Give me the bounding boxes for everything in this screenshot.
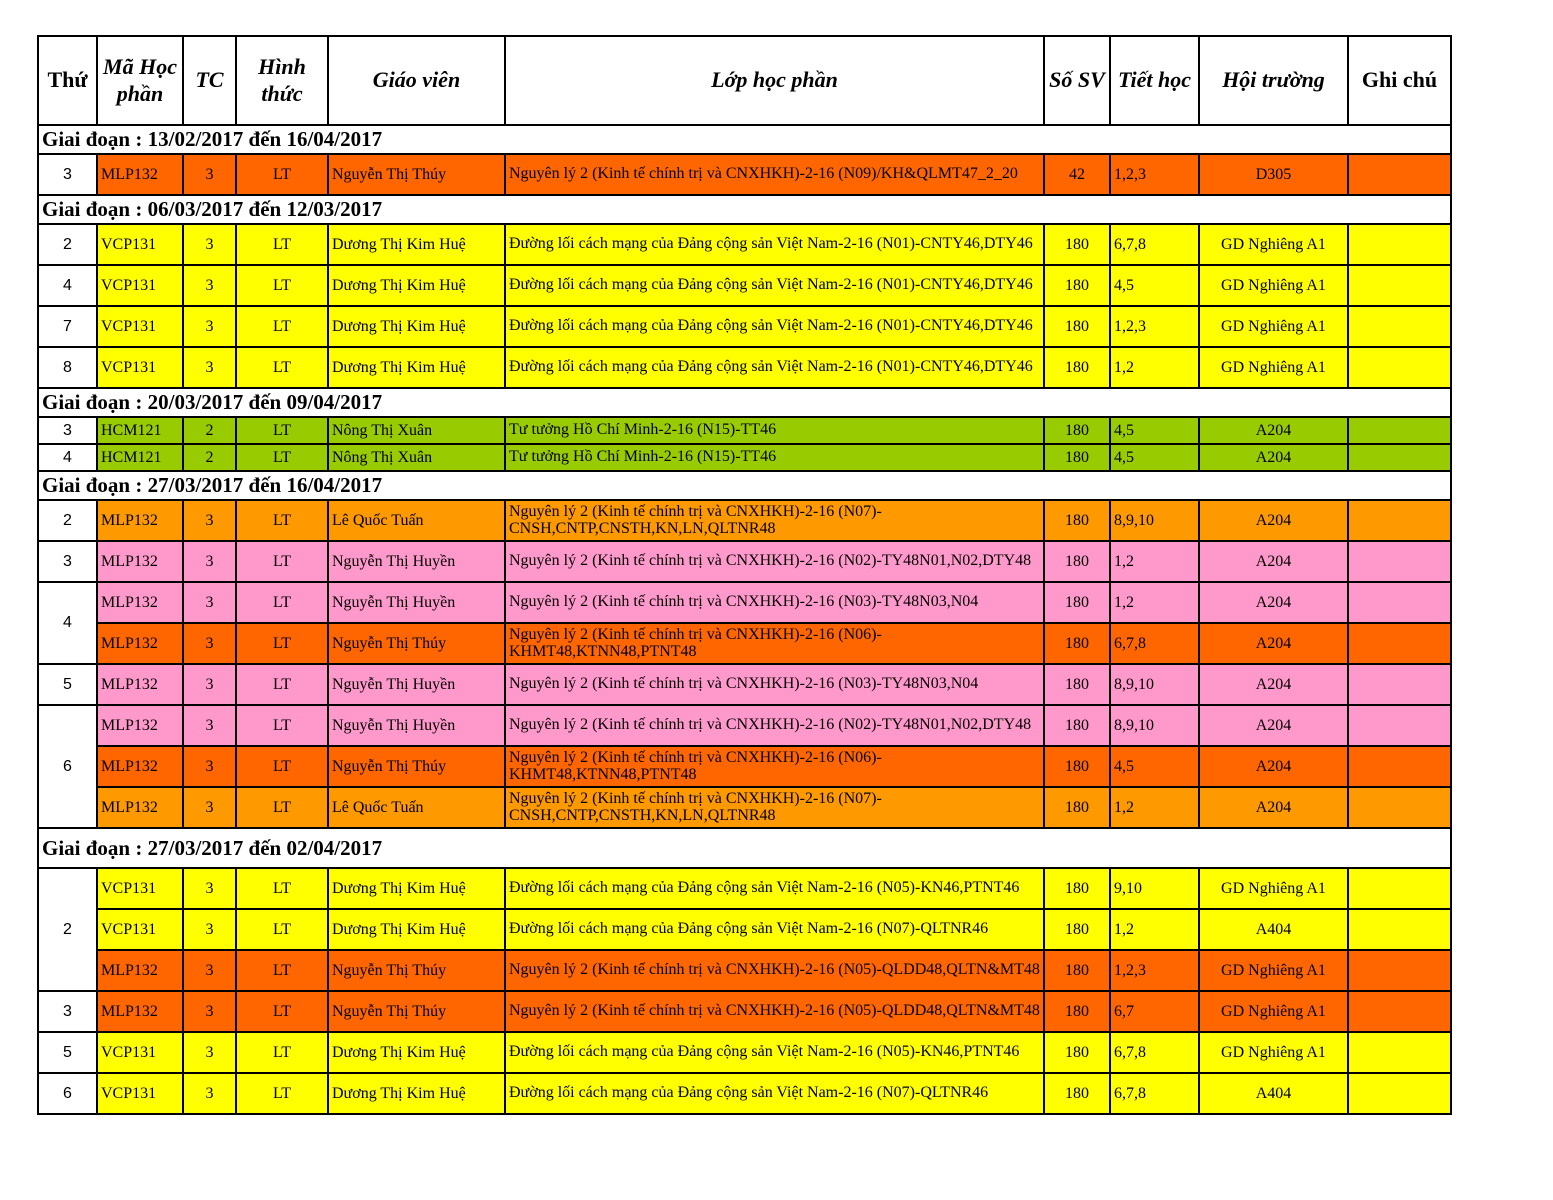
form-cell: LT [236,909,328,950]
class-cell: Đường lối cách mạng của Đảng cộng sản Việt Nam-2-16 (N07)-QLTNR46 [505,909,1044,950]
teacher-cell: Nguyễn Thị Thúy [328,154,505,195]
day-cell: 4 [38,582,97,664]
course-code-cell: MLP132 [97,582,183,623]
teacher-cell: Nguyễn Thị Thúy [328,746,505,787]
period-cell: 1,2 [1110,582,1199,623]
day-cell: 3 [38,541,97,582]
course-code-cell: MLP132 [97,787,183,828]
note-cell [1348,500,1451,541]
course-code-cell: VCP131 [97,909,183,950]
form-cell: LT [236,1032,328,1073]
credits-cell: 3 [183,787,236,828]
class-cell: Nguyên lý 2 (Kinh tế chính trị và CNXHKH)-2-16 (N07)-CNSH,CNTP,CNSTH,KN,LN,QLTNR48 [505,787,1044,828]
day-cell: 5 [38,664,97,705]
teacher-cell: Dương Thị Kim Huệ [328,306,505,347]
credits-cell: 3 [183,1032,236,1073]
col-hinh-thuc: Hình thức [236,36,328,125]
teacher-cell: Nguyễn Thị Huyền [328,541,505,582]
col-ghi-chu: Ghi chú [1348,36,1451,125]
table-row [38,950,1451,991]
students-cell: 180 [1044,444,1110,471]
col-so-sv: Số SV [1044,36,1110,125]
teacher-cell: Dương Thị Kim Huệ [328,347,505,388]
class-cell: Nguyên lý 2 (Kinh tế chính trị và CNXHKH)-2-16 (N05)-QLDD48,QLTN&MT48 [505,991,1044,1032]
students-cell: 180 [1044,347,1110,388]
col-tiet-hoc: Tiết học [1110,36,1199,125]
credits-cell: 3 [183,154,236,195]
class-cell: Đường lối cách mạng của Đảng cộng sản Việt Nam-2-16 (N05)-KN46,PTNT46 [505,868,1044,909]
students-cell: 180 [1044,1073,1110,1114]
note-cell [1348,265,1451,306]
course-code-cell: VCP131 [97,224,183,265]
note-cell [1348,582,1451,623]
course-code-cell: MLP132 [97,705,183,746]
hall-cell: GD Nghiêng A1 [1199,347,1348,388]
course-code-cell: MLP132 [97,664,183,705]
table-row [38,909,1451,950]
table-row [38,746,1451,787]
hall-cell: GD Nghiêng A1 [1199,265,1348,306]
class-cell: Nguyên lý 2 (Kinh tế chính trị và CNXHKH)-2-16 (N06)-KHMT48,KTNN48,PTNT48 [505,623,1044,664]
class-cell: Đường lối cách mạng của Đảng cộng sản Việt Nam-2-16 (N07)-QLTNR46 [505,1073,1044,1114]
teacher-cell: Dương Thị Kim Huệ [328,224,505,265]
table-row [38,787,1451,828]
form-cell: LT [236,746,328,787]
course-code-cell: MLP132 [97,500,183,541]
col-thu: Thứ [38,36,97,125]
note-cell [1348,154,1451,195]
credits-cell: 3 [183,664,236,705]
teacher-cell: Nông Thị Xuân [328,417,505,444]
stage-label: Giai đoạn : 27/03/2017 đến 02/04/2017 [38,828,1451,868]
hall-cell: GD Nghiêng A1 [1199,991,1348,1032]
day-cell: 2 [38,500,97,541]
class-cell: Nguyên lý 2 (Kinh tế chính trị và CNXHKH)-2-16 (N07)-CNSH,CNTP,CNSTH,KN,LN,QLTNR48 [505,500,1044,541]
form-cell: LT [236,623,328,664]
table-row [38,541,1451,582]
period-cell: 1,2 [1110,787,1199,828]
period-cell: 8,9,10 [1110,664,1199,705]
note-cell [1348,950,1451,991]
period-cell: 1,2,3 [1110,154,1199,195]
hall-cell: A404 [1199,909,1348,950]
stage-row [38,828,1451,868]
hall-cell: A204 [1199,417,1348,444]
period-cell: 8,9,10 [1110,500,1199,541]
teacher-cell: Dương Thị Kim Huệ [328,909,505,950]
stage-row [38,125,1451,154]
col-ma-hoc-phan: Mã Học phần [97,36,183,125]
class-cell: Đường lối cách mạng của Đảng cộng sản Việt Nam-2-16 (N01)-CNTY46,DTY46 [505,306,1044,347]
course-code-cell: VCP131 [97,265,183,306]
note-cell [1348,1032,1451,1073]
form-cell: LT [236,224,328,265]
header-row [38,36,1451,125]
class-cell: Nguyên lý 2 (Kinh tế chính trị và CNXHKH)-2-16 (N06)-KHMT48,KTNN48,PTNT48 [505,746,1044,787]
students-cell: 180 [1044,306,1110,347]
table-row [38,265,1451,306]
period-cell: 8,9,10 [1110,705,1199,746]
col-lop-hoc-phan: Lớp học phần [505,36,1044,125]
day-cell: 3 [38,154,97,195]
note-cell [1348,444,1451,471]
class-cell: Nguyên lý 2 (Kinh tế chính trị và CNXHKH)-2-16 (N03)-TY48N03,N04 [505,582,1044,623]
credits-cell: 3 [183,347,236,388]
students-cell: 180 [1044,623,1110,664]
hall-cell: A204 [1199,664,1348,705]
students-cell: 180 [1044,950,1110,991]
hall-cell: GD Nghiêng A1 [1199,868,1348,909]
class-cell: Đường lối cách mạng của Đảng cộng sản Việt Nam-2-16 (N01)-CNTY46,DTY46 [505,347,1044,388]
teacher-cell: Dương Thị Kim Huệ [328,265,505,306]
form-cell: LT [236,664,328,705]
period-cell: 6,7,8 [1110,1073,1199,1114]
note-cell [1348,306,1451,347]
credits-cell: 3 [183,950,236,991]
note-cell [1348,347,1451,388]
students-cell: 180 [1044,541,1110,582]
form-cell: LT [236,868,328,909]
stage-row [38,388,1451,417]
course-code-cell: VCP131 [97,1032,183,1073]
course-code-cell: VCP131 [97,1073,183,1114]
teacher-cell: Dương Thị Kim Huệ [328,1073,505,1114]
table-row [38,868,1451,909]
credits-cell: 2 [183,417,236,444]
credits-cell: 3 [183,224,236,265]
students-cell: 180 [1044,265,1110,306]
period-cell: 9,10 [1110,868,1199,909]
credits-cell: 3 [183,265,236,306]
students-cell: 180 [1044,664,1110,705]
day-cell: 2 [38,868,97,991]
hall-cell: A204 [1199,582,1348,623]
hall-cell: A204 [1199,541,1348,582]
form-cell: LT [236,444,328,471]
day-cell: 2 [38,224,97,265]
class-cell: Đường lối cách mạng của Đảng cộng sản Việt Nam-2-16 (N05)-KN46,PTNT46 [505,1032,1044,1073]
credits-cell: 3 [183,868,236,909]
form-cell: LT [236,991,328,1032]
form-cell: LT [236,265,328,306]
form-cell: LT [236,705,328,746]
col-hoi-truong: Hội trường [1199,36,1348,125]
form-cell: LT [236,417,328,444]
form-cell: LT [236,154,328,195]
hall-cell: A204 [1199,746,1348,787]
period-cell: 1,2 [1110,541,1199,582]
students-cell: 180 [1044,582,1110,623]
class-cell: Tư tưởng Hồ Chí Minh-2-16 (N15)-TT46 [505,444,1044,471]
form-cell: LT [236,787,328,828]
teacher-cell: Nguyễn Thị Thúy [328,991,505,1032]
credits-cell: 3 [183,1073,236,1114]
note-cell [1348,787,1451,828]
course-code-cell: VCP131 [97,306,183,347]
table-row [38,623,1451,664]
course-code-cell: VCP131 [97,347,183,388]
class-cell: Nguyên lý 2 (Kinh tế chính trị và CNXHKH)-2-16 (N03)-TY48N03,N04 [505,664,1044,705]
hall-cell: A204 [1199,500,1348,541]
period-cell: 6,7,8 [1110,623,1199,664]
table-row [38,582,1451,623]
day-cell: 7 [38,306,97,347]
students-cell: 180 [1044,868,1110,909]
period-cell: 1,2 [1110,347,1199,388]
credits-cell: 2 [183,444,236,471]
hall-cell: GD Nghiêng A1 [1199,306,1348,347]
note-cell [1348,991,1451,1032]
students-cell: 42 [1044,154,1110,195]
students-cell: 180 [1044,500,1110,541]
period-cell: 4,5 [1110,444,1199,471]
day-cell: 8 [38,347,97,388]
day-cell: 4 [38,265,97,306]
form-cell: LT [236,541,328,582]
stage-label: Giai đoạn : 20/03/2017 đến 09/04/2017 [38,388,1451,417]
class-cell: Đường lối cách mạng của Đảng cộng sản Việt Nam-2-16 (N01)-CNTY46,DTY46 [505,224,1044,265]
day-cell: 5 [38,1032,97,1073]
period-cell: 4,5 [1110,417,1199,444]
credits-cell: 3 [183,909,236,950]
class-cell: Tư tưởng Hồ Chí Minh-2-16 (N15)-TT46 [505,417,1044,444]
credits-cell: 3 [183,991,236,1032]
credits-cell: 3 [183,306,236,347]
period-cell: 1,2 [1110,909,1199,950]
table-row [38,306,1451,347]
stage-label: Giai đoạn : 13/02/2017 đến 16/04/2017 [38,125,1451,154]
course-code-cell: VCP131 [97,868,183,909]
table-row [38,1073,1451,1114]
hall-cell: GD Nghiêng A1 [1199,224,1348,265]
form-cell: LT [236,500,328,541]
hall-cell: A204 [1199,787,1348,828]
course-code-cell: MLP132 [97,623,183,664]
period-cell: 4,5 [1110,746,1199,787]
hall-cell: A404 [1199,1073,1348,1114]
note-cell [1348,664,1451,705]
table-row [38,664,1451,705]
form-cell: LT [236,1073,328,1114]
credits-cell: 3 [183,623,236,664]
course-code-cell: HCM121 [97,417,183,444]
teacher-cell: Nguyễn Thị Huyền [328,582,505,623]
stage-label: Giai đoạn : 06/03/2017 đến 12/03/2017 [38,195,1451,224]
hall-cell: D305 [1199,154,1348,195]
course-code-cell: MLP132 [97,950,183,991]
students-cell: 180 [1044,705,1110,746]
table-row [38,444,1451,471]
form-cell: LT [236,582,328,623]
students-cell: 180 [1044,224,1110,265]
note-cell [1348,623,1451,664]
course-code-cell: MLP132 [97,154,183,195]
course-code-cell: MLP132 [97,991,183,1032]
form-cell: LT [236,306,328,347]
form-cell: LT [236,347,328,388]
hall-cell: A204 [1199,444,1348,471]
note-cell [1348,868,1451,909]
teacher-cell: Nông Thị Xuân [328,444,505,471]
form-cell: LT [236,950,328,991]
class-cell: Đường lối cách mạng của Đảng cộng sản Việt Nam-2-16 (N01)-CNTY46,DTY46 [505,265,1044,306]
hall-cell: A204 [1199,705,1348,746]
course-code-cell: MLP132 [97,541,183,582]
hall-cell: GD Nghiêng A1 [1199,1032,1348,1073]
teacher-cell: Nguyễn Thị Thúy [328,950,505,991]
table-row [38,154,1451,195]
credits-cell: 3 [183,705,236,746]
credits-cell: 3 [183,541,236,582]
students-cell: 180 [1044,417,1110,444]
students-cell: 180 [1044,909,1110,950]
period-cell: 1,2,3 [1110,950,1199,991]
class-cell: Nguyên lý 2 (Kinh tế chính trị và CNXHKH)-2-16 (N02)-TY48N01,N02,DTY48 [505,541,1044,582]
course-code-cell: HCM121 [97,444,183,471]
col-tc: TC [183,36,236,125]
class-cell: Nguyên lý 2 (Kinh tế chính trị và CNXHKH)-2-16 (N02)-TY48N01,N02,DTY48 [505,705,1044,746]
note-cell [1348,909,1451,950]
table-row [38,417,1451,444]
day-cell: 3 [38,417,97,444]
note-cell [1348,541,1451,582]
note-cell [1348,1073,1451,1114]
period-cell: 4,5 [1110,265,1199,306]
note-cell [1348,746,1451,787]
stage-label: Giai đoạn : 27/03/2017 đến 16/04/2017 [38,471,1451,500]
students-cell: 180 [1044,787,1110,828]
hall-cell: GD Nghiêng A1 [1199,950,1348,991]
col-giao-vien: Giáo viên [328,36,505,125]
teacher-cell: Nguyễn Thị Huyền [328,664,505,705]
table-row [38,1032,1451,1073]
stage-row [38,471,1451,500]
teacher-cell: Dương Thị Kim Huệ [328,1032,505,1073]
teacher-cell: Dương Thị Kim Huệ [328,868,505,909]
day-cell: 6 [38,705,97,828]
day-cell: 3 [38,991,97,1032]
period-cell: 6,7,8 [1110,224,1199,265]
students-cell: 180 [1044,746,1110,787]
note-cell [1348,705,1451,746]
hall-cell: A204 [1199,623,1348,664]
day-cell: 4 [38,444,97,471]
table-row [38,705,1451,746]
table-row [38,500,1451,541]
credits-cell: 3 [183,582,236,623]
period-cell: 6,7,8 [1110,1032,1199,1073]
students-cell: 180 [1044,991,1110,1032]
teacher-cell: Lê Quốc Tuấn [328,500,505,541]
note-cell [1348,224,1451,265]
note-cell [1348,417,1451,444]
schedule-table [37,35,1452,1115]
teacher-cell: Lê Quốc Tuấn [328,787,505,828]
table-row [38,991,1451,1032]
stage-row [38,195,1451,224]
period-cell: 1,2,3 [1110,306,1199,347]
teacher-cell: Nguyễn Thị Huyền [328,705,505,746]
class-cell: Nguyên lý 2 (Kinh tế chính trị và CNXHKH)-2-16 (N05)-QLDD48,QLTN&MT48 [505,950,1044,991]
day-cell: 6 [38,1073,97,1114]
teacher-cell: Nguyễn Thị Thúy [328,623,505,664]
period-cell: 6,7 [1110,991,1199,1032]
class-cell: Nguyên lý 2 (Kinh tế chính trị và CNXHKH)-2-16 (N09)/KH&QLMT47_2_20 [505,154,1044,195]
credits-cell: 3 [183,500,236,541]
students-cell: 180 [1044,1032,1110,1073]
course-code-cell: MLP132 [97,746,183,787]
credits-cell: 3 [183,746,236,787]
table-row [38,224,1451,265]
table-row [38,347,1451,388]
